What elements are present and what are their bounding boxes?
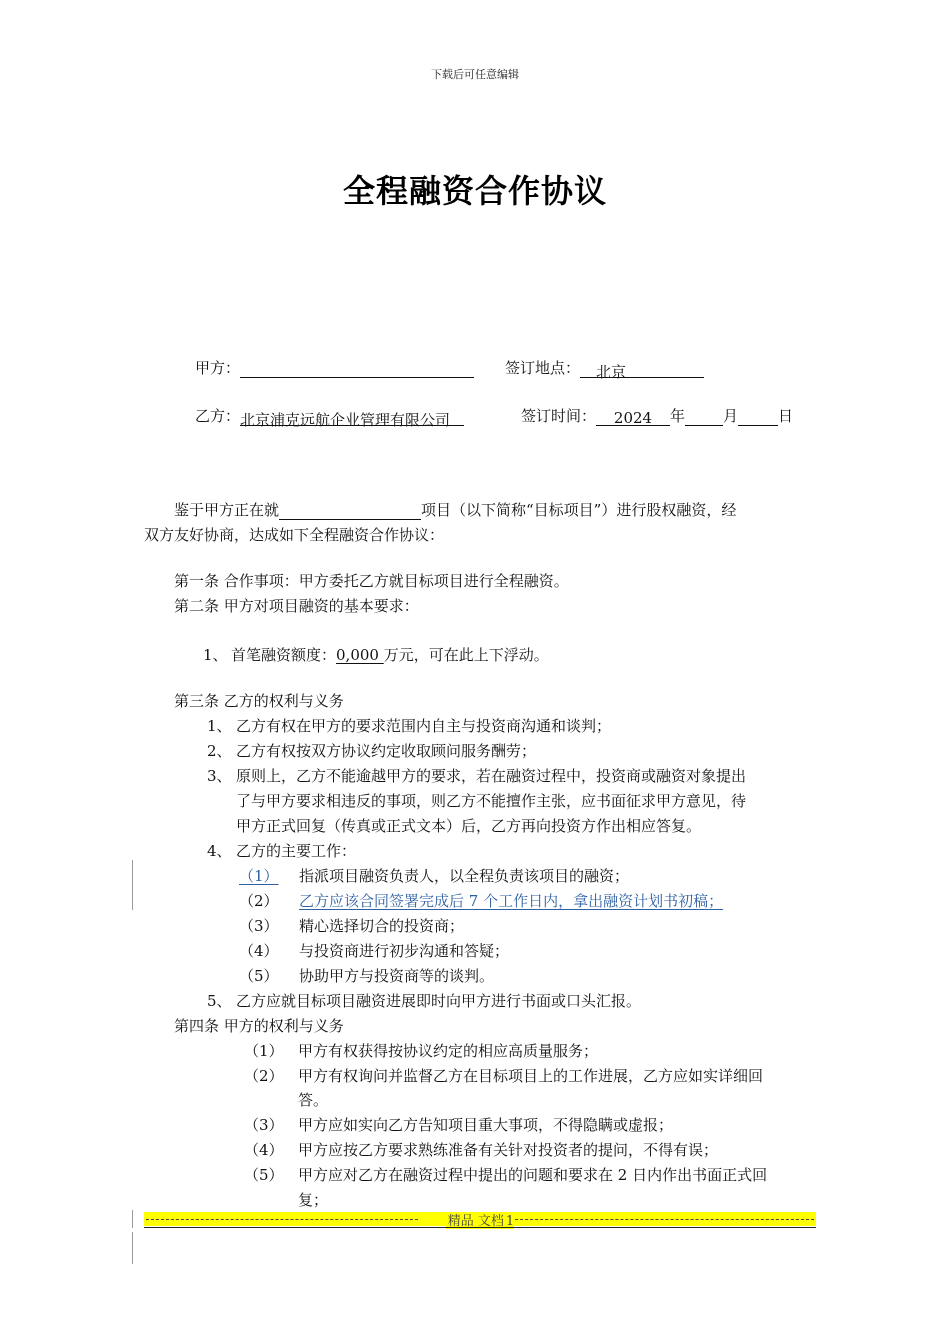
item-text: 乙方有权按双方协议约定收取顾问服务酬劳； bbox=[236, 742, 537, 760]
item-text-line-1: 原则上，乙方不能逾越甲方的要求，若在融资过程中，投资商或融资对象提出 bbox=[236, 767, 747, 785]
item-number: 5、 bbox=[207, 992, 232, 1010]
article-3-item-3-line-2: 了与甲方要求相违反的事项，则乙方不能擅作主张，应书面征求甲方意见，待 bbox=[236, 792, 747, 810]
place-label: 签订地点： bbox=[505, 359, 581, 377]
item-number: （3） bbox=[244, 1116, 284, 1134]
year-unit: 年 bbox=[670, 407, 686, 425]
item-text: 乙方应就目标项目融资进展即时向甲方进行书面或口头汇报。 bbox=[236, 992, 642, 1010]
article-1: 第一条 合作事项：甲方委托乙方就目标项目进行全程融资。 bbox=[174, 572, 569, 590]
article-3-item-5 bbox=[207, 990, 641, 1011]
item-prefix: 首笔融资额度： bbox=[231, 646, 337, 664]
article-4-item-5-line-2: 复； bbox=[298, 1191, 329, 1209]
party-b-field[interactable] bbox=[240, 409, 464, 429]
project-name-field[interactable] bbox=[279, 503, 421, 520]
party-b-row bbox=[195, 405, 464, 429]
item-text-line-1: 甲方应对乙方在融资过程中提出的问题和要求在 2 日内作出书面正式回 bbox=[298, 1166, 768, 1184]
sub-item-number: （5） bbox=[239, 967, 279, 985]
article-4-item-1 bbox=[244, 1040, 598, 1061]
article-3-item-2 bbox=[207, 740, 536, 761]
day-field[interactable] bbox=[738, 409, 778, 426]
article-3-item-4 bbox=[207, 840, 356, 861]
financing-amount[interactable]: 0,000 bbox=[336, 646, 384, 664]
article-3-item-3-line-3: 甲方正式回复（传真或正式文本）后，乙方再向投资方作出相应答复。 bbox=[236, 817, 702, 835]
article-3-heading: 第三条 乙方的权利与义务 bbox=[174, 692, 344, 710]
item-text: 甲方有权获得按协议约定的相应高质量服务； bbox=[298, 1042, 599, 1060]
article-3-item-3 bbox=[207, 765, 746, 786]
intro-part-2: 项目（以下简称“目标项目”）进行股权融资，经 bbox=[421, 501, 737, 519]
month-unit: 月 bbox=[723, 407, 739, 425]
party-b-value: 北京浦克远航企业管理有限公司 bbox=[240, 411, 451, 429]
party-a-row bbox=[195, 357, 474, 378]
article-4-item-5 bbox=[244, 1164, 767, 1185]
place-field[interactable] bbox=[580, 361, 704, 381]
party-a-field[interactable] bbox=[240, 361, 474, 378]
item-number: （5） bbox=[244, 1166, 284, 1184]
article-4-item-4 bbox=[244, 1139, 718, 1160]
item-number: 1、 bbox=[203, 646, 228, 664]
place-value: 北京 bbox=[596, 363, 627, 381]
revision-bar bbox=[132, 860, 133, 910]
item-text: 乙方有权在甲方的要求范围内自主与投资商沟通和谈判； bbox=[236, 717, 612, 735]
article-4-item-2-line-2: 答。 bbox=[298, 1091, 329, 1109]
intro-part-1: 鉴于甲方正在就 bbox=[174, 501, 280, 519]
document-title: 全程融资合作协议 bbox=[342, 172, 607, 210]
sub-item-1 bbox=[239, 865, 629, 886]
party-a-label: 甲方： bbox=[195, 359, 241, 377]
sub-item-text: 与投资商进行初步沟通和答疑； bbox=[299, 942, 510, 960]
day-unit: 日 bbox=[778, 407, 794, 425]
sub-item-text: 指派项目融资负责人，以全程负责该项目的融资； bbox=[299, 867, 630, 885]
sub-item-number: （1） bbox=[239, 867, 279, 885]
article-4-item-3 bbox=[244, 1114, 673, 1135]
item-number: （2） bbox=[244, 1067, 284, 1085]
item-number: （4） bbox=[244, 1141, 284, 1159]
sub-item-number: （2） bbox=[239, 892, 279, 910]
intro-line-2: 双方友好协商，达成如下全程融资合作协议： bbox=[144, 526, 445, 544]
article-4-item-2 bbox=[244, 1065, 763, 1086]
party-b-label: 乙方： bbox=[195, 407, 241, 425]
item-number: （1） bbox=[244, 1042, 284, 1060]
item-number: 2、 bbox=[207, 742, 232, 760]
sub-item-number: （3） bbox=[239, 917, 279, 935]
item-text: 甲方应按乙方要求熟练准备有关针对投资者的提问，不得有误； bbox=[298, 1141, 719, 1159]
revision-bar bbox=[132, 1210, 133, 1228]
place-row bbox=[505, 357, 704, 381]
header-note: 下载后可任意编辑 bbox=[431, 68, 519, 81]
item-text: 乙方的主要工作： bbox=[236, 842, 357, 860]
sub-item-number: （4） bbox=[239, 942, 279, 960]
sub-item-2 bbox=[239, 890, 731, 911]
article-2-heading: 第二条 甲方对项目融资的基本要求： bbox=[174, 597, 419, 615]
sub-item-4 bbox=[239, 940, 509, 961]
item-number: 4、 bbox=[207, 842, 232, 860]
time-row bbox=[521, 405, 793, 426]
item-text: 甲方应如实向乙方告知项目重大事项，不得隐瞒或虚报； bbox=[298, 1116, 674, 1134]
sub-item-3 bbox=[239, 915, 464, 936]
footer-text: 精品 文档 bbox=[447, 1214, 504, 1229]
article-2-item-1 bbox=[203, 644, 549, 665]
year-value: 2024 bbox=[613, 409, 653, 427]
article-3-item-1 bbox=[207, 715, 611, 736]
sub-item-text: 协助甲方与投资商等的谈判。 bbox=[299, 967, 495, 985]
sub-item-text: 精心选择切合的投资商； bbox=[299, 917, 465, 935]
item-text-line-1: 甲方有权询问并监督乙方在目标项目上的工作进展，乙方应如实详细回 bbox=[298, 1067, 764, 1085]
footer-rule bbox=[144, 1227, 816, 1228]
sub-item-text: 乙方应该合同签署完成后 7 个工作日内，拿出融资计划书初稿； bbox=[299, 892, 724, 910]
item-suffix: 万元，可在此上下浮动。 bbox=[383, 646, 549, 664]
year-field[interactable] bbox=[596, 409, 670, 426]
revision-bar bbox=[132, 1232, 133, 1264]
time-label: 签订时间： bbox=[521, 407, 597, 425]
sub-item-5 bbox=[239, 965, 494, 986]
item-number: 1、 bbox=[207, 717, 232, 735]
page-number: 1 bbox=[505, 1214, 515, 1229]
article-4-heading: 第四条 甲方的权利与义务 bbox=[174, 1017, 344, 1035]
month-field[interactable] bbox=[685, 409, 723, 426]
item-number: 3、 bbox=[207, 767, 232, 785]
intro-line-1 bbox=[174, 499, 736, 520]
